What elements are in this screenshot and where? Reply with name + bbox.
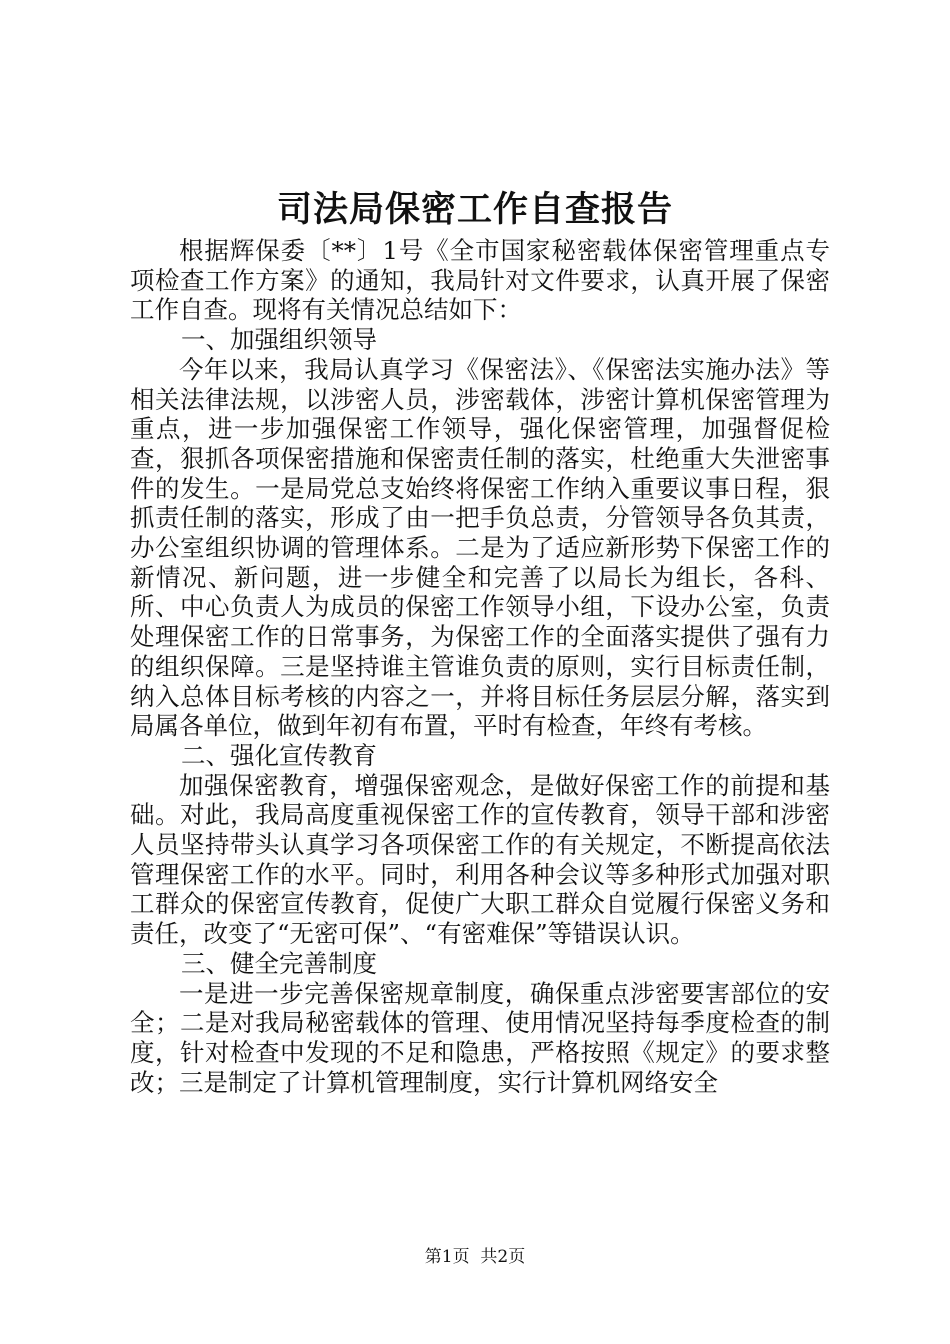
page-number: 第1页 [424, 1247, 470, 1267]
section-heading-2: 二、强化宣传教育 [181, 740, 377, 770]
section-heading-3: 三、健全完善制度 [181, 948, 377, 978]
page-total: 共2页 [480, 1247, 526, 1267]
section-paragraph-1: 今年以来，我局认真学习《保密法》、《保密法实施办法》等相关法律法规，以涉密人员，涉密载体，涉密计算机保密管理为重点，进一步加强保密工作领导，强化保密管理，加强督促检查，狠抓各项保密措施和保密责任制的落实，杜绝重大失泄密事件的发生。一是局党总支始终将保密工作纳入重要议事日程，狠抓责任制的落实，形成了由一把手负总责，分管领导各负其责，办公室组织协调的管理体系。二是为了适应新形势下保密工作的新情况、新问题，进一步健全和完善了以局长为组长，各科、所、中心负责人为成员的保密工作领导小组，下设办公室，负责处理保密工作的日常事务，为保密工作的全面落实提供了强有力的组织保障。三是坚持谁主管谁负责的原则，实行目标责任制，纳入总体目标考核的内容之一，并将目标任务层层分解，落实到局属各单位，做到年初有布置，平时有检查，年终有考核。 [130, 354, 830, 741]
section-heading-1: 一、加强组织领导 [181, 325, 377, 355]
document-title: 司法局保密工作自查报告 [276, 189, 673, 230]
intro-paragraph: 根据辉保委〔**〕1号《全市国家秘密载体保密管理重点专项检查工作方案》的通知，我局针对文件要求，认真开展了保密工作自查。现将有关情况总结如下： [130, 236, 830, 325]
section-paragraph-2: 加强保密教育，增强保密观念，是做好保密工作的前提和基础。对此，我局高度重视保密工作的宣传教育，领导干部和涉密人员坚持带头认真学习各项保密工作的有关规定，不断提高依法管理保密工作的水平。同时，利用各种会议等多种形式加强对职工群众的保密宣传教育，促使广大职工群众自觉履行保密义务和责任，改变了“无密可保”、“有密难保”等错误认识。 [130, 770, 830, 949]
document-body [130, 236, 830, 1097]
section-paragraph-3: 一是进一步完善保密规章制度，确保重点涉密要害部位的安全；二是对我局秘密载体的管理、使用情况坚持每季度检查的制度，针对检查中发现的不足和隐患，严格按照《规定》的要求整改；三是制定了计算机管理制度，实行计算机网络安全 [130, 978, 830, 1097]
page-footer [0, 1246, 950, 1268]
